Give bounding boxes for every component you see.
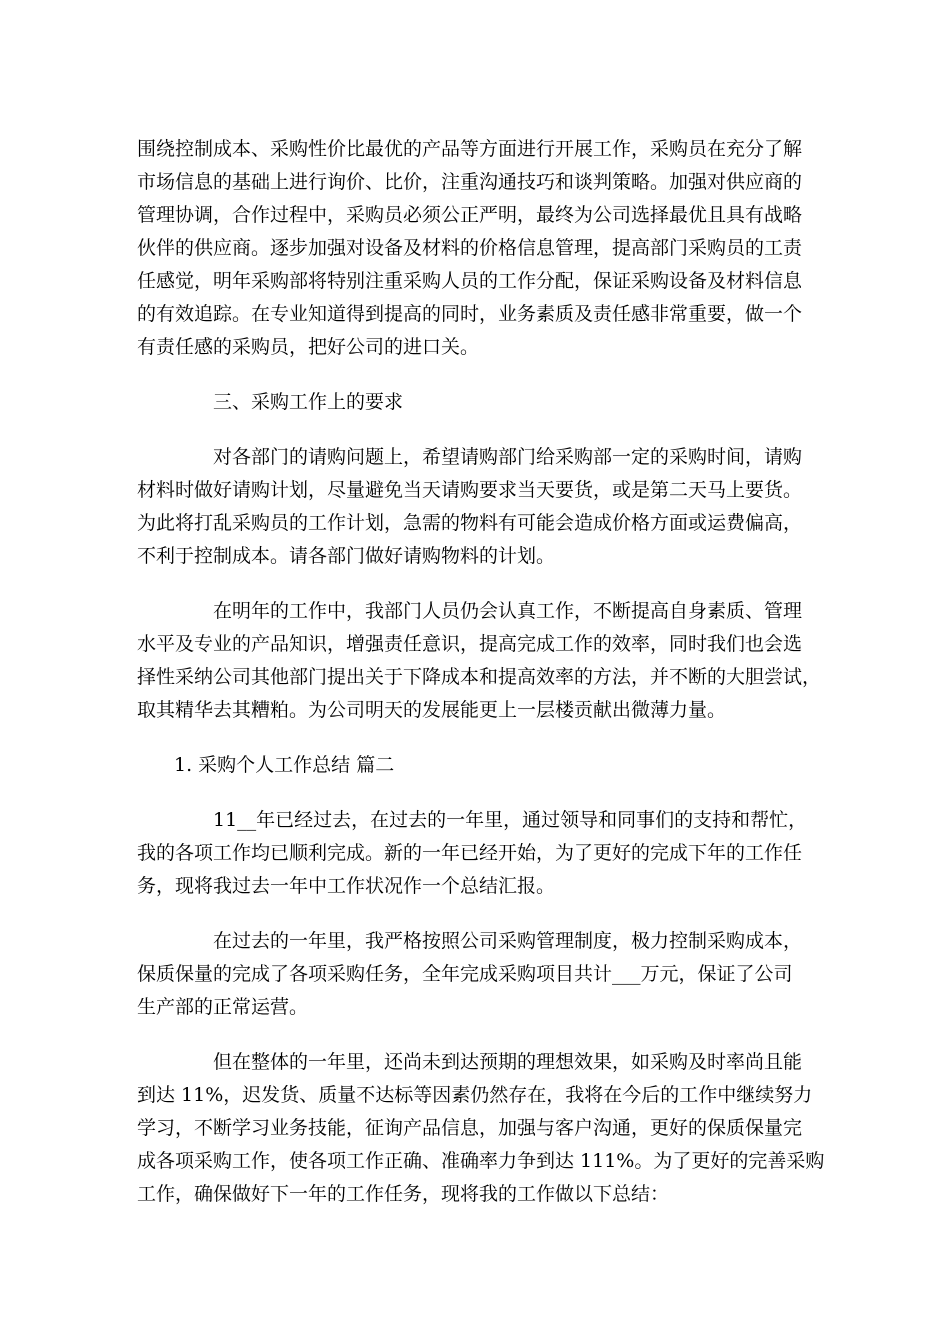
paragraph-5-line-1: 11__年已经过去，在过去的一年里，通过领导和同事们的支持和帮忙， xyxy=(213,809,808,831)
paragraph-2-line-3: 为此将打乱采购员的工作计划，急需的物料有可能会造成价格方面或运费偏高， xyxy=(137,512,803,534)
paragraph-6-line-2: 保质保量的完成了各项采购任务，全年完成采购项目共计___万元，保证了公司 xyxy=(137,963,793,985)
paragraph-7-line-1: 但在整体的一年里，还尚未到达预期的理想效果，如采购及时率尚且能 xyxy=(213,1051,803,1073)
section-heading: 三、采购工作上的要求 xyxy=(213,391,404,413)
paragraph-7-line-5: 工作，确保做好下一年的工作任务，现将我的工作做以下总结： xyxy=(137,1183,670,1205)
paragraph-3-line-2: 水平及专业的产品知识，增强责任意识，提高完成工作的效率，同时我们也会选 xyxy=(137,633,803,655)
paragraph-5-line-2: 我的各项工作均已顺利完成。新的一年已经开始，为了更好的完成下年的工作任 xyxy=(137,842,803,864)
paragraph-1-line-1: 围绕控制成本、采购性价比最优的产品等方面进行开展工作，采购员在充分了解 xyxy=(137,138,803,160)
paragraph-6-line-1: 在过去的一年里，我严格按照公司采购管理制度，极力控制采购成本， xyxy=(213,930,803,952)
paragraph-1-line-6: 的有效追踪。在专业知道得到提高的同时，业务素质及责任感非常重要，做一个 xyxy=(137,303,803,325)
paragraph-2-line-2: 材料时做好请购计划，尽量避免当天请购要求当天要货，或是第二天马上要货。 xyxy=(137,479,803,501)
paragraph-1-line-5: 任感觉，明年采购部将特别注重采购人员的工作分配，保证采购设备及材料信息 xyxy=(137,270,803,292)
paragraph-6-line-3: 生产部的正常运营。 xyxy=(137,996,309,1018)
paragraph-1-line-4: 伙伴的供应商。逐步加强对设备及材料的价格信息管理，提高部门采购员的工责 xyxy=(137,237,803,259)
paragraph-5-line-3: 务，现将我过去一年中工作状况作一个总结汇报。 xyxy=(137,875,556,897)
paragraph-2-line-1: 对各部门的请购问题上，希望请购部门给采购部一定的采购时间，请购 xyxy=(213,446,803,468)
paragraph-3-line-4: 取其精华去其糟粕。为公司明天的发展能更上一层楼贡献出微薄力量。 xyxy=(137,699,727,721)
list-heading: 1. 采购个人工作总结 篇二 xyxy=(174,754,395,776)
paragraph-7-line-2: 到达 11%，迟发货、质量不达标等因素仍然存在，我将在今后的工作中继续努力 xyxy=(137,1084,813,1106)
paragraph-7-line-3: 学习，不断学习业务技能，征询产品信息，加强与客户沟通，更好的保质保量完 xyxy=(137,1117,803,1139)
paragraph-2-line-4: 不利于控制成本。请各部门做好请购物料的计划。 xyxy=(137,545,556,567)
paragraph-7-line-4: 成各项采购工作，使各项工作正确、准确率力争到达 111%。为了更好的完善采购 xyxy=(137,1150,825,1172)
paragraph-1-line-2: 市场信息的基础上进行询价、比价，注重沟通技巧和谈判策略。加强对供应商的 xyxy=(137,171,803,193)
paragraph-3-line-3: 择性采纳公司其他部门提出关于下降成本和提高效率的方法，并不断的大胆尝试， xyxy=(137,666,822,688)
paragraph-3-line-1: 在明年的工作中，我部门人员仍会认真工作，不断提高自身素质、管理 xyxy=(213,600,803,622)
paragraph-1-line-3: 管理协调，合作过程中，采购员必须公正严明，最终为公司选择最优且具有战略 xyxy=(137,204,803,226)
paragraph-1-line-7: 有责任感的采购员，把好公司的进口关。 xyxy=(137,336,480,358)
